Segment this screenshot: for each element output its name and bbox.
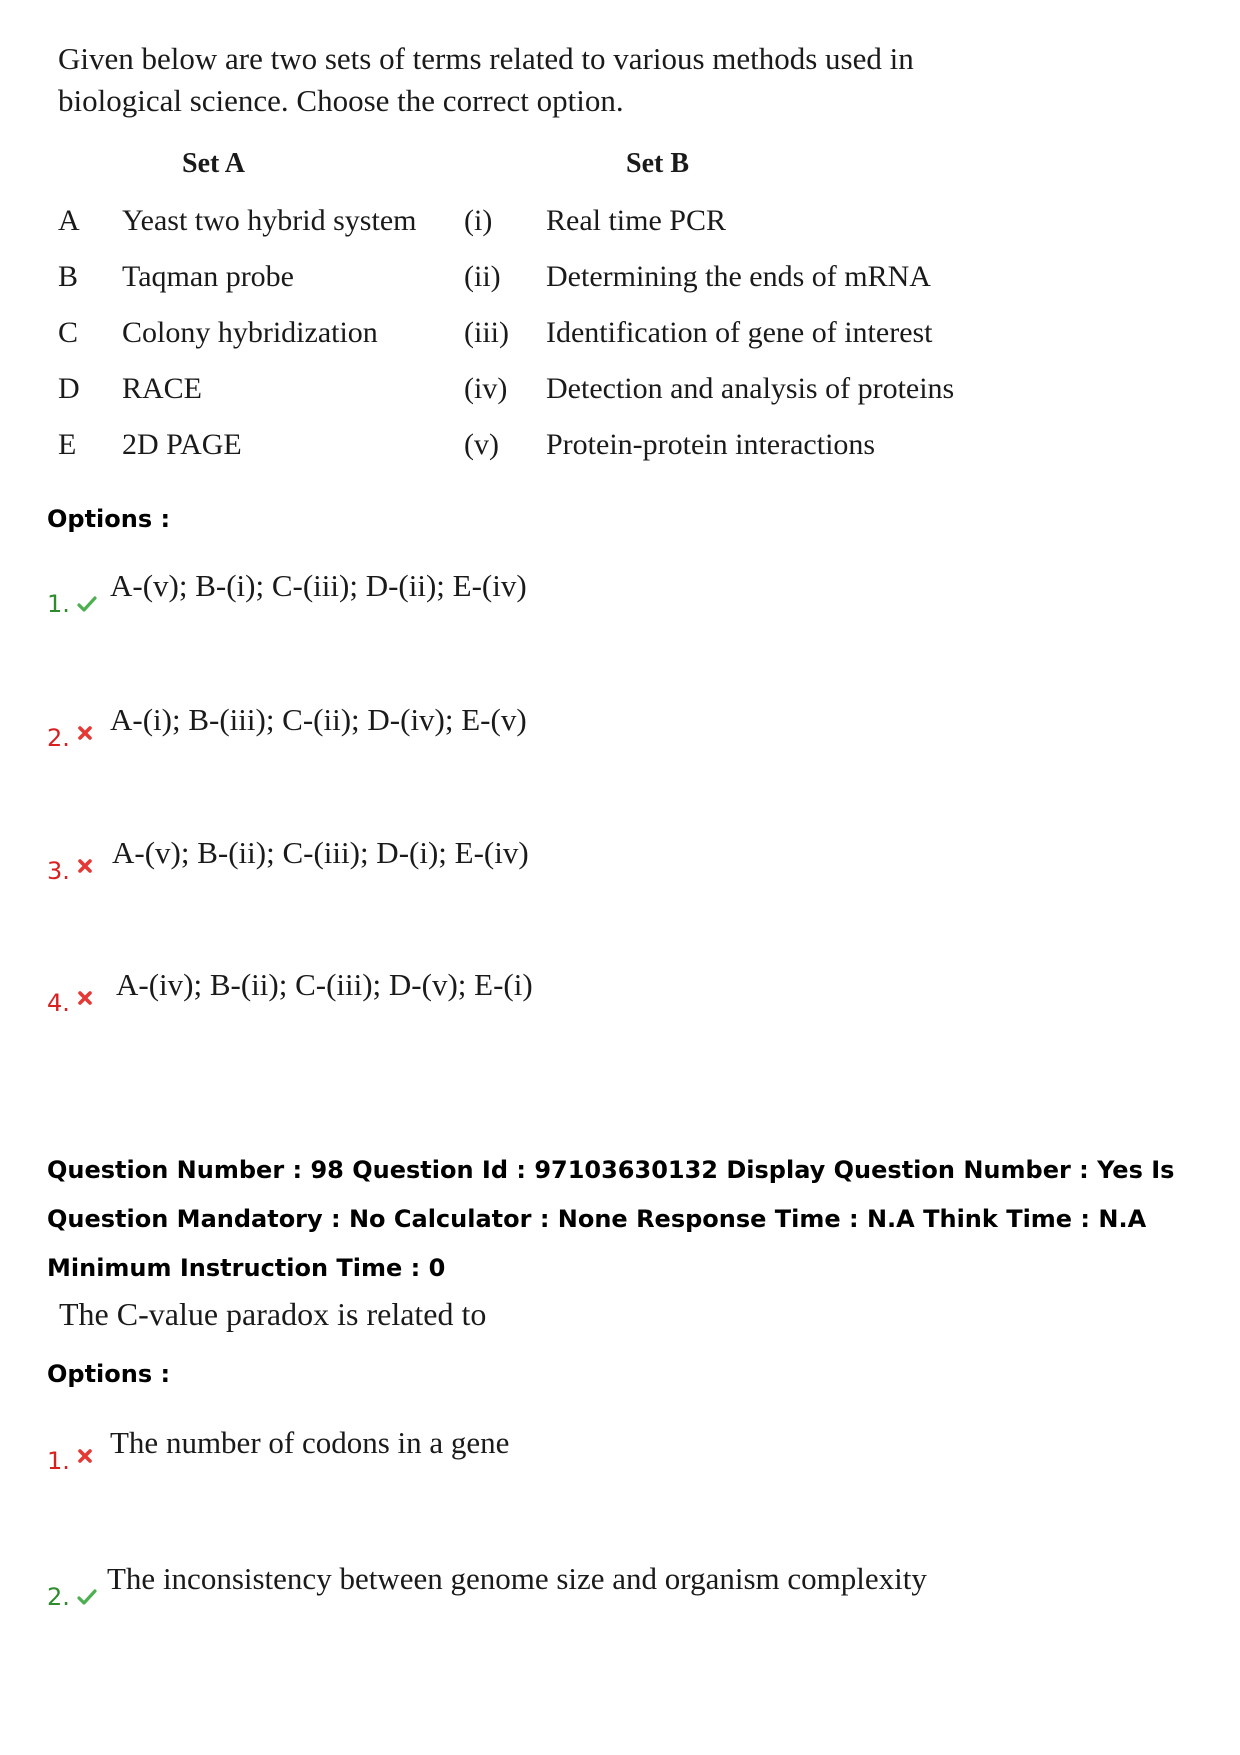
option-number: 2. xyxy=(47,1583,70,1611)
set-a-term: RACE xyxy=(122,372,203,405)
option-item xyxy=(0,1561,1240,1621)
row-roman: (iv) xyxy=(464,372,508,405)
option-number: 1. xyxy=(47,1447,70,1475)
match-row xyxy=(0,372,1240,422)
option-text: The number of codons in a gene xyxy=(110,1425,510,1460)
match-row xyxy=(0,204,1240,254)
set-a-term: 2D PAGE xyxy=(122,428,242,461)
option-text: A-(v); B-(ii); C-(iii); D-(i); E-(iv) xyxy=(112,835,529,870)
option-text: A-(v); B-(i); C-(iii); D-(ii); E-(iv) xyxy=(110,568,527,603)
options-label: Options : xyxy=(47,1360,171,1388)
cross-icon xyxy=(77,858,93,874)
row-letter: D xyxy=(58,372,80,405)
cross-icon xyxy=(77,1448,93,1464)
option-number: 3. xyxy=(47,857,70,885)
set-a-term: Taqman probe xyxy=(122,260,295,293)
row-letter: C xyxy=(58,316,79,349)
row-roman: (v) xyxy=(464,428,499,461)
question-stem: Given below are two sets of terms related to various methods used in biological science. Choose the correct option. xyxy=(58,41,914,118)
row-roman: (ii) xyxy=(464,260,501,293)
set-b-term: Real time PCR xyxy=(546,204,726,237)
set-b-term: Determining the ends of mRNA xyxy=(546,260,931,293)
match-row xyxy=(0,428,1240,478)
option-text: The inconsistency between genome size and organism complexity xyxy=(107,1561,927,1596)
option-text: A-(iv); B-(ii); C-(iii); D-(v); E-(i) xyxy=(116,967,533,1002)
row-letter: B xyxy=(58,260,79,293)
option-number: 4. xyxy=(47,989,70,1017)
option-item xyxy=(0,568,1240,628)
option-number: 2. xyxy=(47,724,70,752)
row-roman: (i) xyxy=(464,204,493,237)
option-item xyxy=(0,835,1240,895)
row-letter: A xyxy=(58,204,80,237)
match-row xyxy=(0,260,1240,310)
set-a-term: Yeast two hybrid system xyxy=(122,204,417,237)
set-b-term: Protein-protein interactions xyxy=(546,428,876,461)
set-a-term: Colony hybridization xyxy=(122,316,378,349)
set-b-term: Detection and analysis of proteins xyxy=(546,372,955,405)
option-item xyxy=(0,702,1240,762)
option-text: A-(i); B-(iii); C-(ii); D-(iv); E-(v) xyxy=(110,702,527,737)
question-stem: The C-value paradox is related to xyxy=(59,1296,487,1332)
match-row xyxy=(0,316,1240,366)
options-label: Options : xyxy=(47,505,171,533)
row-roman: (iii) xyxy=(464,316,509,349)
set-b-heading: Set B xyxy=(626,148,689,179)
option-number: 1. xyxy=(47,590,70,618)
set-a-heading: Set A xyxy=(182,148,245,179)
cross-icon xyxy=(77,725,93,741)
set-b-term: Identification of gene of interest xyxy=(546,316,933,349)
cross-icon xyxy=(77,990,93,1006)
option-item xyxy=(0,1425,1240,1485)
option-item xyxy=(0,967,1240,1027)
row-letter: E xyxy=(58,428,77,461)
check-icon xyxy=(77,594,97,614)
question-meta: Question Number : 98 Question Id : 97103630132 Display Question Number : Yes Is Question Mandatory : No Calculator : None Response Time : N.A Think Time : N.A Minimum Instruction Time : 0 xyxy=(47,1156,1175,1282)
check-icon xyxy=(77,1587,97,1607)
